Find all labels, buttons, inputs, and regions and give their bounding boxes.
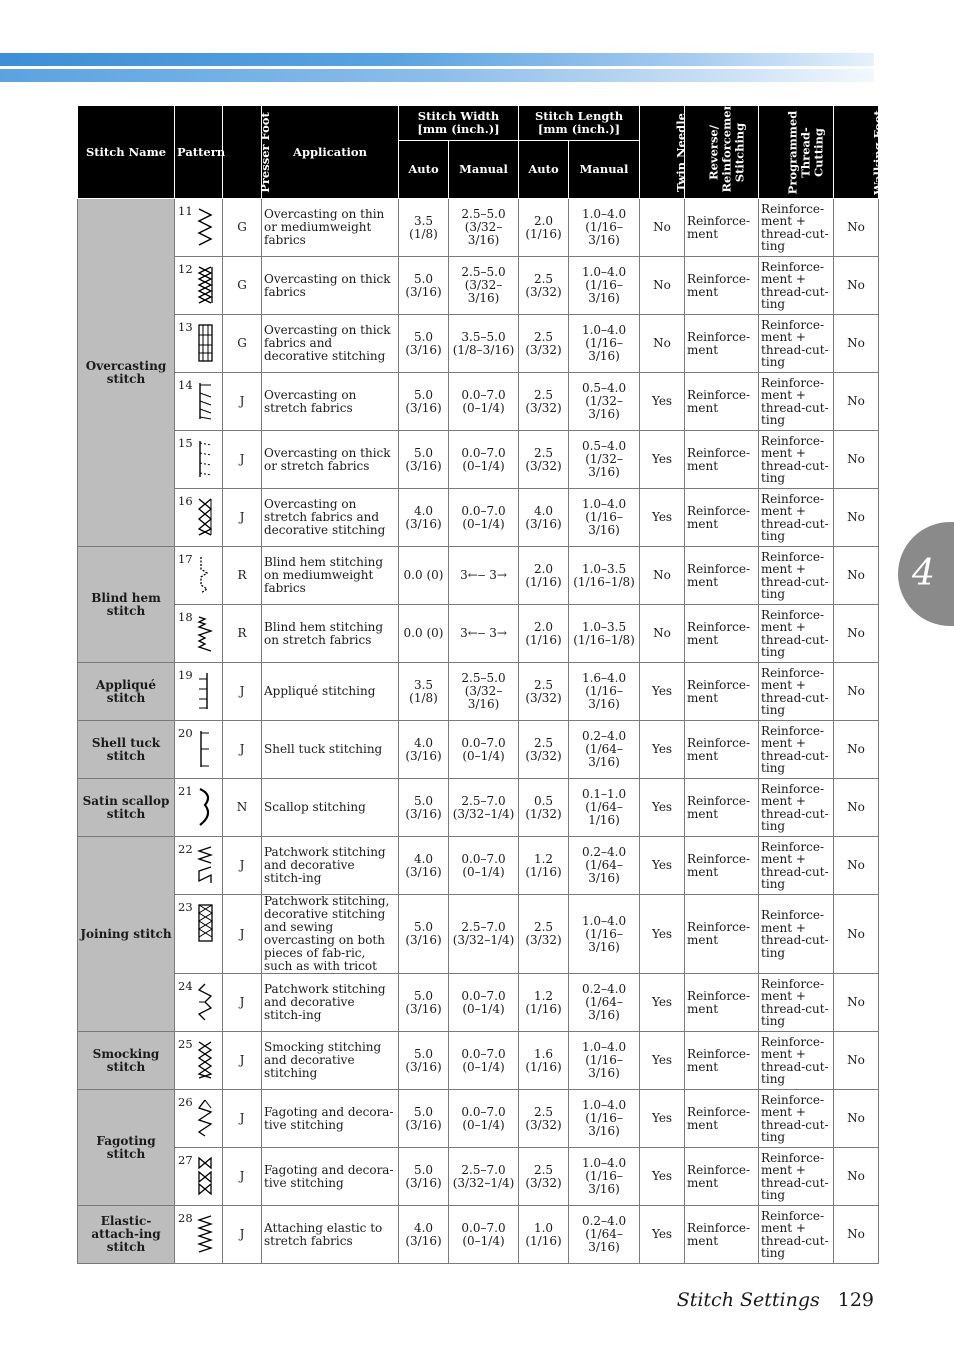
walking-foot-cell: No [834, 974, 879, 1032]
pattern-cell [175, 837, 223, 895]
applique-stitch-icon [197, 671, 214, 711]
width-manual-cell: 2.5–7.0 (3/32–1/4) [449, 779, 519, 837]
pattern-cell [175, 779, 223, 837]
walking-foot-cell: No [834, 663, 879, 721]
programmed-thread-cutting-cell: Reinforce-ment + thread-cut-ting [759, 1090, 834, 1148]
walking-foot-cell: No [834, 721, 879, 779]
twin-needle-cell: Yes [640, 1206, 685, 1264]
length-manual-cell: 1.0–4.0 (1/16–3/16) [569, 1032, 640, 1090]
length-manual-cell: 0.2–4.0 (1/64–3/16) [569, 974, 640, 1032]
feather-stitch-icon [197, 982, 214, 1022]
pattern-cell [175, 199, 223, 257]
pattern-cell [175, 1148, 223, 1206]
length-auto-cell: 2.0 (1/16) [519, 199, 569, 257]
walking-foot-cell: No [834, 895, 879, 974]
width-auto-cell: 5.0 (3/16) [399, 895, 449, 974]
blind-hem-icon [197, 555, 214, 595]
width-auto-cell: 5.0 (3/16) [399, 1032, 449, 1090]
dotted-overcast-icon [197, 439, 214, 479]
presser-foot-cell: G [223, 257, 262, 315]
reverse-reinforcement-cell: Reinforce-ment [685, 373, 759, 431]
width-auto-cell: 5.0 (3/16) [399, 431, 449, 489]
reverse-reinforcement-cell: Reinforce-ment [685, 1148, 759, 1206]
programmed-thread-cutting-cell: Reinforce-ment + thread-cut-ting [759, 895, 834, 974]
stitch-settings-table [77, 96, 885, 1264]
presser-foot-cell: J [223, 1206, 262, 1264]
length-auto-cell: 2.0 (1/16) [519, 605, 569, 663]
length-auto-cell: 2.5 (3/32) [519, 431, 569, 489]
twin-needle-cell: No [640, 605, 685, 663]
length-auto-cell: 2.5 (3/32) [519, 257, 569, 315]
table-row [78, 373, 879, 431]
length-auto-cell: 0.5 (1/32) [519, 779, 569, 837]
pattern-cell [175, 605, 223, 663]
width-auto-cell: 5.0 (3/16) [399, 1148, 449, 1206]
stretch-overcast-icon [197, 381, 214, 421]
pattern-number: 21 [178, 784, 193, 798]
length-manual-cell: 0.2–4.0 (1/64–3/16) [569, 721, 640, 779]
pattern-number: 14 [178, 378, 193, 392]
fagoting-stitch-icon [197, 1098, 214, 1138]
reverse-reinforcement-cell: Reinforce-ment [685, 257, 759, 315]
length-manual-cell: 1.0–4.0 (1/16–3/16) [569, 1090, 640, 1148]
pattern-number: 12 [178, 262, 193, 276]
length-auto-cell: 2.5 (3/32) [519, 721, 569, 779]
pattern-cell [175, 1206, 223, 1264]
walking-foot-cell: No [834, 779, 879, 837]
walking-foot-cell: No [834, 199, 879, 257]
header-width-manual: Manual [449, 141, 519, 199]
patchwork-stitch-icon [197, 845, 214, 885]
header-walking-foot: Walking Foot [834, 106, 879, 199]
presser-foot-cell: J [223, 1032, 262, 1090]
stitch-group-name: Satin scallop stitch [78, 779, 175, 837]
length-manual-cell: 0.5–4.0 (1/32–3/16) [569, 431, 640, 489]
table-row [78, 779, 879, 837]
length-auto-cell: 2.5 (3/32) [519, 1148, 569, 1206]
length-auto-cell: 2.0 (1/16) [519, 547, 569, 605]
pattern-number: 25 [178, 1037, 193, 1051]
pattern-number: 23 [178, 900, 193, 914]
walking-foot-cell: No [834, 373, 879, 431]
chapter-tab: 4 [898, 522, 954, 626]
reverse-reinforcement-cell: Reinforce-ment [685, 721, 759, 779]
twin-needle-cell: No [640, 199, 685, 257]
ladder-overcast-icon [197, 323, 214, 363]
length-auto-cell: 1.2 (1/16) [519, 974, 569, 1032]
twin-needle-cell: Yes [640, 974, 685, 1032]
width-manual-cell: 2.5–5.0 (3/32–3/16) [449, 257, 519, 315]
table-row [78, 257, 879, 315]
width-auto-cell: 5.0 (3/16) [399, 1090, 449, 1148]
table-row [78, 1032, 879, 1090]
header-length-auto: Auto [519, 141, 569, 199]
pattern-cell [175, 373, 223, 431]
pattern-cell [175, 974, 223, 1032]
length-manual-cell: 1.0–4.0 (1/16–3/16) [569, 199, 640, 257]
table-row [78, 605, 879, 663]
width-auto-cell: 5.0 (3/16) [399, 974, 449, 1032]
pattern-cell [175, 431, 223, 489]
walking-foot-cell: No [834, 257, 879, 315]
length-auto-cell: 2.5 (3/32) [519, 663, 569, 721]
programmed-thread-cutting-cell: Reinforce-ment + thread-cut-ting [759, 605, 834, 663]
length-auto-cell: 2.5 (3/32) [519, 315, 569, 373]
pattern-cell [175, 489, 223, 547]
twin-needle-cell: No [640, 315, 685, 373]
pattern-cell [175, 663, 223, 721]
walking-foot-cell: No [834, 837, 879, 895]
programmed-thread-cutting-cell: Reinforce-ment + thread-cut-ting [759, 663, 834, 721]
stitch-group-name: Elastic-attach-ing stitch [78, 1206, 175, 1264]
table-row [78, 547, 879, 605]
programmed-thread-cutting-cell: Reinforce-ment + thread-cut-ting [759, 1148, 834, 1206]
programmed-thread-cutting-cell: Reinforce-ment + thread-cut-ting [759, 431, 834, 489]
header-length-manual: Manual [569, 141, 640, 199]
presser-foot-cell: G [223, 315, 262, 373]
length-manual-cell: 1.0–4.0 (1/16–3/16) [569, 1148, 640, 1206]
twin-needle-cell: No [640, 257, 685, 315]
width-manual-cell: 0.0–7.0 (0–1/4) [449, 1206, 519, 1264]
application-cell: Patchwork stitching and decorative stitch-ing [262, 974, 399, 1032]
length-auto-cell: 2.5 (3/32) [519, 1090, 569, 1148]
presser-foot-cell: G [223, 199, 262, 257]
table-row [78, 663, 879, 721]
header-stitch-width: Stitch Width [mm (inch.)] [399, 106, 519, 141]
stitch-group-name: Smocking stitch [78, 1032, 175, 1090]
table-row [78, 431, 879, 489]
application-cell: Fagoting and decora-tive stitching [262, 1090, 399, 1148]
length-manual-cell: 0.1–1.0 (1/64–1/16) [569, 779, 640, 837]
walking-foot-cell: No [834, 1032, 879, 1090]
twin-needle-cell: Yes [640, 837, 685, 895]
width-manual-cell: 3.5–5.0 (1/8–3/16) [449, 315, 519, 373]
length-manual-cell: 1.0–3.5 (1/16–1/8) [569, 605, 640, 663]
presser-foot-cell: J [223, 837, 262, 895]
presser-foot-cell: J [223, 721, 262, 779]
application-cell: Scallop stitching [262, 779, 399, 837]
table-row [78, 1148, 879, 1206]
walking-foot-cell: No [834, 547, 879, 605]
page-footer [677, 1289, 874, 1311]
application-cell: Overcasting on thick or stretch fabrics [262, 431, 399, 489]
reverse-reinforcement-cell: Reinforce-ment [685, 605, 759, 663]
zigzag-stitch-icon [197, 207, 214, 247]
application-cell: Appliqué stitching [262, 663, 399, 721]
header-band-top [0, 53, 874, 66]
smocking-stitch-icon [197, 1040, 214, 1080]
width-auto-cell: 5.0 (3/16) [399, 315, 449, 373]
length-manual-cell: 0.2–4.0 (1/64–3/16) [569, 1206, 640, 1264]
stitch-group-name: Shell tuck stitch [78, 721, 175, 779]
pattern-number: 27 [178, 1153, 193, 1167]
width-auto-cell: 5.0 (3/16) [399, 257, 449, 315]
programmed-thread-cutting-cell: Reinforce-ment + thread-cut-ting [759, 721, 834, 779]
twin-needle-cell: Yes [640, 489, 685, 547]
width-auto-cell: 5.0 (3/16) [399, 779, 449, 837]
header-reverse-reinforcement: Reverse/ Reinforcement Stitching [685, 106, 759, 199]
double-overcast-icon [197, 265, 214, 305]
pattern-number: 16 [178, 494, 193, 508]
application-cell: Shell tuck stitching [262, 721, 399, 779]
twin-needle-cell: No [640, 547, 685, 605]
pattern-cell [175, 895, 223, 974]
stitch-group-name: Overcasting stitch [78, 199, 175, 547]
pattern-number: 22 [178, 842, 193, 856]
pattern-number: 15 [178, 436, 193, 450]
twin-needle-cell: Yes [640, 663, 685, 721]
width-manual-cell: 2.5–5.0 (3/32–3/16) [449, 663, 519, 721]
width-auto-cell: 4.0 (3/16) [399, 489, 449, 547]
application-cell: Overcasting on thick fabrics [262, 257, 399, 315]
header-pattern: Pattern [175, 106, 223, 199]
pattern-number: 18 [178, 610, 193, 624]
pattern-cell [175, 1032, 223, 1090]
table-row [78, 895, 879, 974]
walking-foot-cell: No [834, 1148, 879, 1206]
table-row [78, 837, 879, 895]
width-auto-cell: 0.0 (0) [399, 547, 449, 605]
table-row [78, 974, 879, 1032]
pattern-number: 26 [178, 1095, 193, 1109]
presser-foot-cell: J [223, 489, 262, 547]
programmed-thread-cutting-cell: Reinforce-ment + thread-cut-ting [759, 974, 834, 1032]
table-row [78, 1090, 879, 1148]
presser-foot-cell: R [223, 605, 262, 663]
page-number: 129 [837, 1289, 874, 1311]
width-manual-cell: 2.5–7.0 (3/32–1/4) [449, 895, 519, 974]
length-manual-cell: 1.0–3.5 (1/16–1/8) [569, 547, 640, 605]
length-manual-cell: 1.0–4.0 (1/16–3/16) [569, 895, 640, 974]
twin-needle-cell: Yes [640, 895, 685, 974]
length-manual-cell: 1.0–4.0 (1/16–3/16) [569, 257, 640, 315]
twin-needle-cell: Yes [640, 721, 685, 779]
pattern-cell [175, 547, 223, 605]
shell-tuck-icon [197, 729, 214, 769]
reverse-reinforcement-cell: Reinforce-ment [685, 779, 759, 837]
stitch-group-name: Joining stitch [78, 837, 175, 1032]
pattern-number: 17 [178, 552, 193, 566]
length-manual-cell: 1.6–4.0 (1/16–3/16) [569, 663, 640, 721]
header-band-bottom [0, 69, 874, 82]
stretch-blind-hem-icon [197, 613, 214, 653]
application-cell: Blind hem stitching on stretch fabrics [262, 605, 399, 663]
programmed-thread-cutting-cell: Reinforce-ment + thread-cut-ting [759, 257, 834, 315]
reverse-reinforcement-cell: Reinforce-ment [685, 489, 759, 547]
width-auto-cell: 3.5 (1/8) [399, 199, 449, 257]
twin-needle-cell: Yes [640, 779, 685, 837]
presser-foot-cell: J [223, 663, 262, 721]
stitch-group-name: Fagoting stitch [78, 1090, 175, 1206]
elastic-stitch-icon [197, 1214, 214, 1254]
pattern-number: 19 [178, 668, 193, 682]
length-manual-cell: 1.0–4.0 (1/16–3/16) [569, 489, 640, 547]
width-manual-cell: 0.0–7.0 (0–1/4) [449, 489, 519, 547]
presser-foot-cell: J [223, 895, 262, 974]
footer-title: Stitch Settings [676, 1289, 820, 1311]
presser-foot-cell: R [223, 547, 262, 605]
programmed-thread-cutting-cell: Reinforce-ment + thread-cut-ting [759, 1032, 834, 1090]
width-manual-cell: 0.0–7.0 (0–1/4) [449, 373, 519, 431]
reverse-reinforcement-cell: Reinforce-ment [685, 663, 759, 721]
length-manual-cell: 0.5–4.0 (1/32–3/16) [569, 373, 640, 431]
width-auto-cell: 4.0 (3/16) [399, 1206, 449, 1264]
table-row [78, 199, 879, 257]
bowtie-fagoting-icon [197, 1156, 214, 1196]
programmed-thread-cutting-cell: Reinforce-ment + thread-cut-ting [759, 315, 834, 373]
pattern-cell [175, 721, 223, 779]
width-auto-cell: 0.0 (0) [399, 605, 449, 663]
length-auto-cell: 1.6 (1/16) [519, 1032, 569, 1090]
presser-foot-cell: N [223, 779, 262, 837]
application-cell: Overcasting on thick fabrics and decorative stitching [262, 315, 399, 373]
twin-needle-cell: Yes [640, 1032, 685, 1090]
programmed-thread-cutting-cell: Reinforce-ment + thread-cut-ting [759, 373, 834, 431]
application-cell: Attaching elastic to stretch fabrics [262, 1206, 399, 1264]
table-row [78, 1206, 879, 1264]
width-manual-cell: 0.0–7.0 (0–1/4) [449, 1032, 519, 1090]
presser-foot-cell: J [223, 974, 262, 1032]
header-programmed-thread-cutting: Programmed Thread-Cutting [759, 106, 834, 199]
reverse-reinforcement-cell: Reinforce-ment [685, 895, 759, 974]
width-auto-cell: 3.5 (1/8) [399, 663, 449, 721]
width-manual-cell: 0.0–7.0 (0–1/4) [449, 721, 519, 779]
reverse-reinforcement-cell: Reinforce-ment [685, 974, 759, 1032]
width-manual-cell: 0.0–7.0 (0–1/4) [449, 431, 519, 489]
width-auto-cell: 4.0 (3/16) [399, 837, 449, 895]
width-manual-cell: 3←‒ 3→ [449, 547, 519, 605]
length-auto-cell: 1.2 (1/16) [519, 837, 569, 895]
pattern-cell [175, 1090, 223, 1148]
walking-foot-cell: No [834, 1206, 879, 1264]
twin-needle-cell: Yes [640, 1148, 685, 1206]
width-manual-cell: 0.0–7.0 (0–1/4) [449, 974, 519, 1032]
header-application: Application [262, 106, 399, 199]
application-cell: Patchwork stitching and decorative stitch-ing [262, 837, 399, 895]
programmed-thread-cutting-cell: Reinforce-ment + thread-cut-ting [759, 1206, 834, 1264]
joining-overcast-icon [197, 903, 214, 943]
length-manual-cell: 1.0–4.0 (1/16–3/16) [569, 315, 640, 373]
application-cell: Fagoting and decora-tive stitching [262, 1148, 399, 1206]
pattern-cell [175, 315, 223, 373]
pattern-number: 11 [178, 204, 193, 218]
width-manual-cell: 2.5–5.0 (3/32–3/16) [449, 199, 519, 257]
stitch-group-name: Blind hem stitch [78, 547, 175, 663]
programmed-thread-cutting-cell: Reinforce-ment + thread-cut-ting [759, 199, 834, 257]
pattern-number: 28 [178, 1211, 193, 1225]
application-cell: Smocking stitching and decorative stitching [262, 1032, 399, 1090]
table-row [78, 315, 879, 373]
width-manual-cell: 2.5–7.0 (3/32–1/4) [449, 1148, 519, 1206]
programmed-thread-cutting-cell: Reinforce-ment + thread-cut-ting [759, 547, 834, 605]
reverse-reinforcement-cell: Reinforce-ment [685, 431, 759, 489]
table-row [78, 489, 879, 547]
application-cell: Patchwork stitching, decorative stitching and sewing overcasting on both pieces of fab-ric, such as with tricot [262, 895, 399, 974]
pattern-number: 20 [178, 726, 193, 740]
reverse-reinforcement-cell: Reinforce-ment [685, 1090, 759, 1148]
width-auto-cell: 5.0 (3/16) [399, 373, 449, 431]
presser-foot-cell: J [223, 431, 262, 489]
width-manual-cell: 3←‒ 3→ [449, 605, 519, 663]
scallop-stitch-icon [197, 787, 214, 827]
twin-needle-cell: Yes [640, 431, 685, 489]
walking-foot-cell: No [834, 1090, 879, 1148]
walking-foot-cell: No [834, 315, 879, 373]
application-cell: Blind hem stitching on mediumweight fabrics [262, 547, 399, 605]
programmed-thread-cutting-cell: Reinforce-ment + thread-cut-ting [759, 837, 834, 895]
length-auto-cell: 2.5 (3/32) [519, 895, 569, 974]
presser-foot-cell: J [223, 1090, 262, 1148]
pattern-number: 13 [178, 320, 193, 334]
pattern-cell [175, 257, 223, 315]
reverse-reinforcement-cell: Reinforce-ment [685, 1032, 759, 1090]
twin-needle-cell: Yes [640, 1090, 685, 1148]
walking-foot-cell: No [834, 489, 879, 547]
cross-overcast-icon [197, 497, 214, 537]
programmed-thread-cutting-cell: Reinforce-ment + thread-cut-ting [759, 779, 834, 837]
header-twin-needle: Twin Needle [640, 106, 685, 199]
application-cell: Overcasting on stretch fabrics and decorative stitching [262, 489, 399, 547]
stitch-group-name: Appliqué stitch [78, 663, 175, 721]
application-cell: Overcasting on thin or mediumweight fabrics [262, 199, 399, 257]
reverse-reinforcement-cell: Reinforce-ment [685, 315, 759, 373]
header-presser-foot: Presser Foot [223, 106, 262, 199]
presser-foot-cell: J [223, 373, 262, 431]
programmed-thread-cutting-cell: Reinforce-ment + thread-cut-ting [759, 489, 834, 547]
width-manual-cell: 0.0–7.0 (0–1/4) [449, 837, 519, 895]
presser-foot-cell: J [223, 1148, 262, 1206]
twin-needle-cell: Yes [640, 373, 685, 431]
application-cell: Overcasting on stretch fabrics [262, 373, 399, 431]
header-stitch-name: Stitch Name [78, 106, 175, 199]
header-width-auto: Auto [399, 141, 449, 199]
table-row [78, 721, 879, 779]
length-manual-cell: 0.2–4.0 (1/64–3/16) [569, 837, 640, 895]
reverse-reinforcement-cell: Reinforce-ment [685, 837, 759, 895]
pattern-number: 24 [178, 979, 193, 993]
walking-foot-cell: No [834, 431, 879, 489]
header-stitch-length: Stitch Length [mm (inch.)] [519, 106, 640, 141]
reverse-reinforcement-cell: Reinforce-ment [685, 199, 759, 257]
width-manual-cell: 0.0–7.0 (0–1/4) [449, 1090, 519, 1148]
length-auto-cell: 1.0 (1/16) [519, 1206, 569, 1264]
length-auto-cell: 4.0 (3/16) [519, 489, 569, 547]
reverse-reinforcement-cell: Reinforce-ment [685, 1206, 759, 1264]
length-auto-cell: 2.5 (3/32) [519, 373, 569, 431]
walking-foot-cell: No [834, 605, 879, 663]
width-auto-cell: 4.0 (3/16) [399, 721, 449, 779]
reverse-reinforcement-cell: Reinforce-ment [685, 547, 759, 605]
